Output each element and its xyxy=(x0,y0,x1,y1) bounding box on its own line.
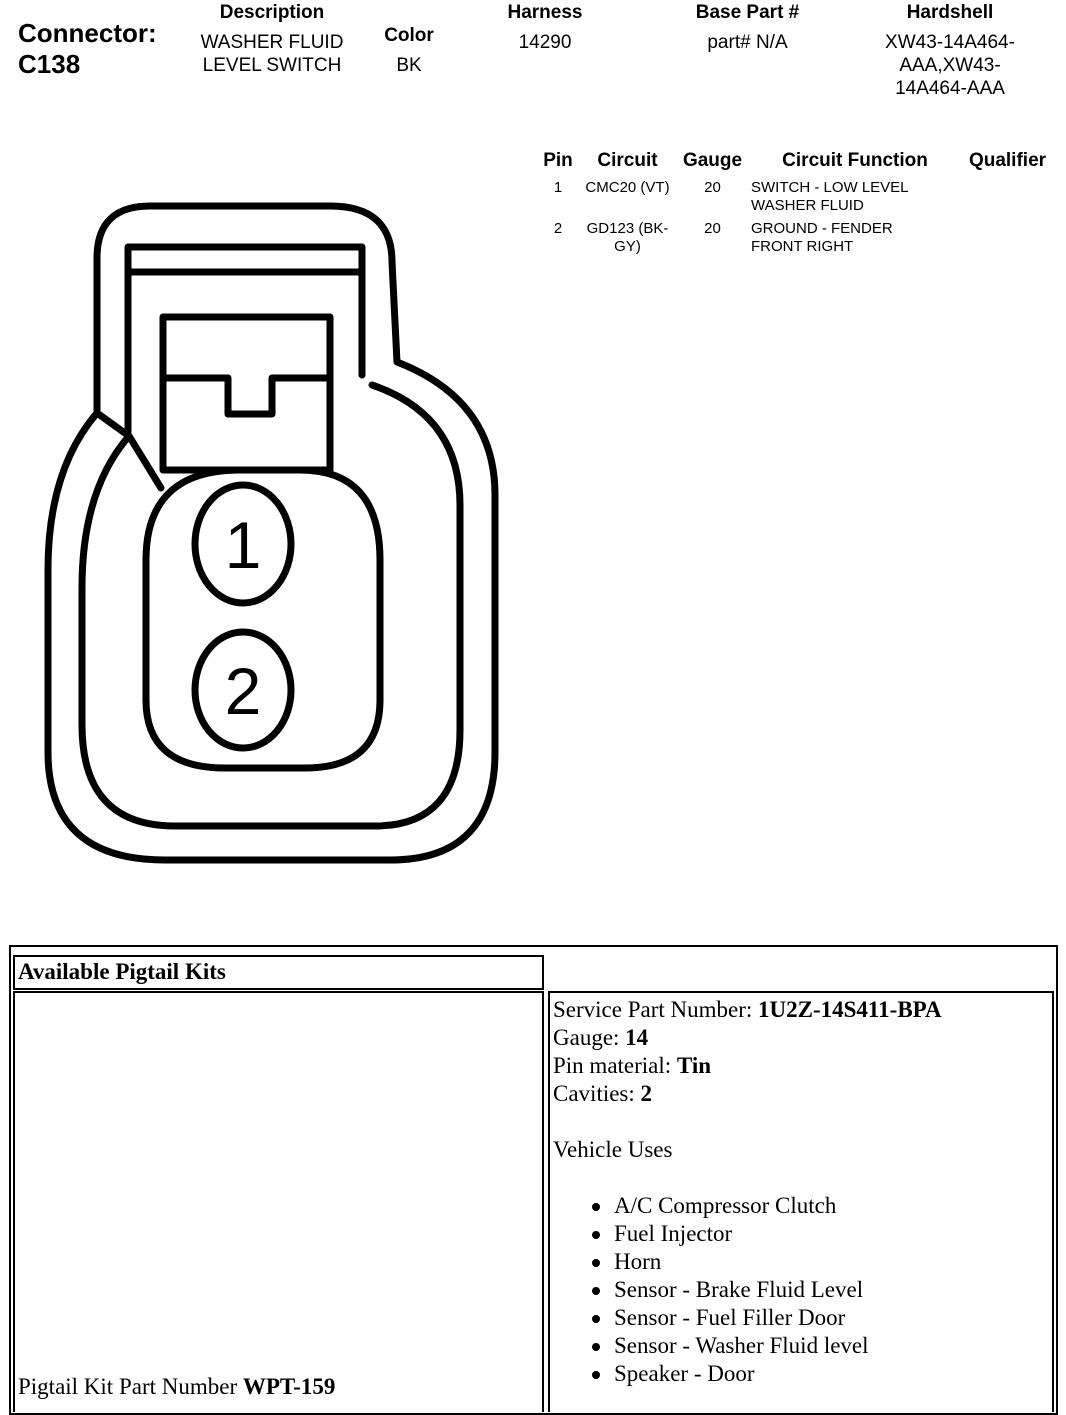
pin-circuit-line: GD123 (BK- xyxy=(586,220,669,237)
pin-circuit xyxy=(575,220,680,256)
hardshell-line: 14A464-AAA xyxy=(895,78,1005,99)
bullet-icon xyxy=(592,1343,600,1351)
pin-table-header-function: Circuit Function xyxy=(782,150,928,171)
base-part-value: part# N/A xyxy=(707,32,788,53)
pigtail-kit-number xyxy=(18,1373,335,1401)
pin-circuit xyxy=(575,179,680,197)
pin-material-label: Pin material: xyxy=(553,1053,677,1078)
pigtail-heading: Available Pigtail Kits xyxy=(18,959,226,984)
pin-1-label: 1 xyxy=(224,508,262,582)
pin-table-header-gauge: Gauge xyxy=(682,150,743,171)
pin-2-label: 2 xyxy=(224,654,262,728)
service-part-number xyxy=(553,996,1048,1024)
list-item xyxy=(553,1276,1048,1304)
hardshell-value xyxy=(860,31,1040,100)
cavities-row xyxy=(553,1080,1048,1108)
pin-table-header-pin: Pin xyxy=(543,150,573,171)
list-item xyxy=(553,1304,1048,1332)
description-header: Description xyxy=(219,2,325,23)
bullet-icon xyxy=(592,1287,600,1295)
gauge-value: 14 xyxy=(625,1025,649,1050)
pin-function-line: WASHER FLUID xyxy=(751,197,864,214)
list-item xyxy=(553,1220,1048,1248)
pin-function-line: GROUND - FENDER xyxy=(751,220,893,237)
bullet-icon xyxy=(592,1315,600,1323)
gauge-row xyxy=(553,1024,1048,1052)
vehicle-use-label: Sensor - Washer Fluid level xyxy=(614,1333,869,1358)
vehicle-use-label: Sensor - Brake Fluid Level xyxy=(614,1277,864,1302)
pin-material-row xyxy=(553,1052,1048,1080)
connector-face-diagram xyxy=(0,0,540,900)
base-part-header: Base Part # xyxy=(695,2,800,23)
pin-table-header-qualifier: Qualifier xyxy=(968,150,1047,171)
pin-gauge: 20 xyxy=(704,179,721,196)
pin-table-header-circuit: Circuit xyxy=(597,150,658,171)
pin-function-line: SWITCH - LOW LEVEL xyxy=(751,179,909,196)
pin-circuit-line: GY) xyxy=(614,238,641,255)
pin-number: 1 xyxy=(553,179,563,196)
harness-value: 14290 xyxy=(518,32,572,53)
connector-latch xyxy=(128,247,362,272)
pin-function xyxy=(751,220,951,256)
cavities-label: Cavities: xyxy=(553,1081,641,1106)
pigtail-heading-cell xyxy=(13,955,544,990)
list-item xyxy=(553,1360,1048,1388)
pigtail-kit-cell xyxy=(13,991,544,1412)
vehicle-uses-list xyxy=(553,1192,1048,1388)
pigtail-kit-value: WPT-159 xyxy=(242,1374,336,1399)
list-item xyxy=(553,1192,1048,1220)
bullet-icon xyxy=(592,1371,600,1379)
terminal-block xyxy=(163,317,330,470)
vehicle-use-label: Horn xyxy=(614,1249,662,1274)
pin-circuit-line: CMC20 (VT) xyxy=(585,179,670,196)
list-item xyxy=(553,1248,1048,1276)
bullet-icon xyxy=(592,1259,600,1267)
pin-function xyxy=(751,179,951,215)
pin-material-value: Tin xyxy=(676,1053,712,1078)
pigtail-kit-label: Pigtail Kit Part Number xyxy=(18,1374,243,1399)
bullet-icon xyxy=(592,1231,600,1239)
description-line: LEVEL SWITCH xyxy=(202,55,342,76)
color-value: BK xyxy=(396,55,422,76)
vehicle-use-label: Fuel Injector xyxy=(614,1221,733,1246)
connector-title-label: Connector: xyxy=(18,18,157,48)
hardshell-header: Hardshell xyxy=(906,2,994,23)
service-part-label: Service Part Number: xyxy=(553,997,759,1022)
pin-cavity-area xyxy=(146,470,380,768)
vehicle-use-label: A/C Compressor Clutch xyxy=(614,1193,837,1218)
harness-header: Harness xyxy=(507,2,583,23)
description-line: WASHER FLUID xyxy=(200,32,344,53)
color-header: Color xyxy=(384,25,434,46)
hardshell-line: AAA,XW43- xyxy=(899,55,1001,76)
hardshell-line: XW43-14A464- xyxy=(885,32,1015,53)
vehicle-use-label: Sensor - Fuel Filler Door xyxy=(614,1305,846,1330)
connector-outer-shell xyxy=(48,206,495,860)
connector-id: C138 xyxy=(18,49,81,79)
terminal-key xyxy=(163,378,330,414)
pigtail-details xyxy=(553,996,1048,1388)
vehicle-uses-heading: Vehicle Uses xyxy=(553,1137,673,1162)
list-item xyxy=(553,1332,1048,1360)
bullet-icon xyxy=(592,1203,600,1211)
gauge-label: Gauge: xyxy=(553,1025,626,1050)
service-part-value: 1U2Z-14S411-BPA xyxy=(758,997,942,1022)
vehicle-use-label: Speaker - Door xyxy=(614,1361,755,1386)
pin-function-line: FRONT RIGHT xyxy=(751,238,854,255)
pigtail-details-cell xyxy=(548,991,1054,1412)
pin-gauge: 20 xyxy=(704,220,721,237)
cavities-value: 2 xyxy=(640,1081,653,1106)
pin-number: 2 xyxy=(553,220,563,237)
